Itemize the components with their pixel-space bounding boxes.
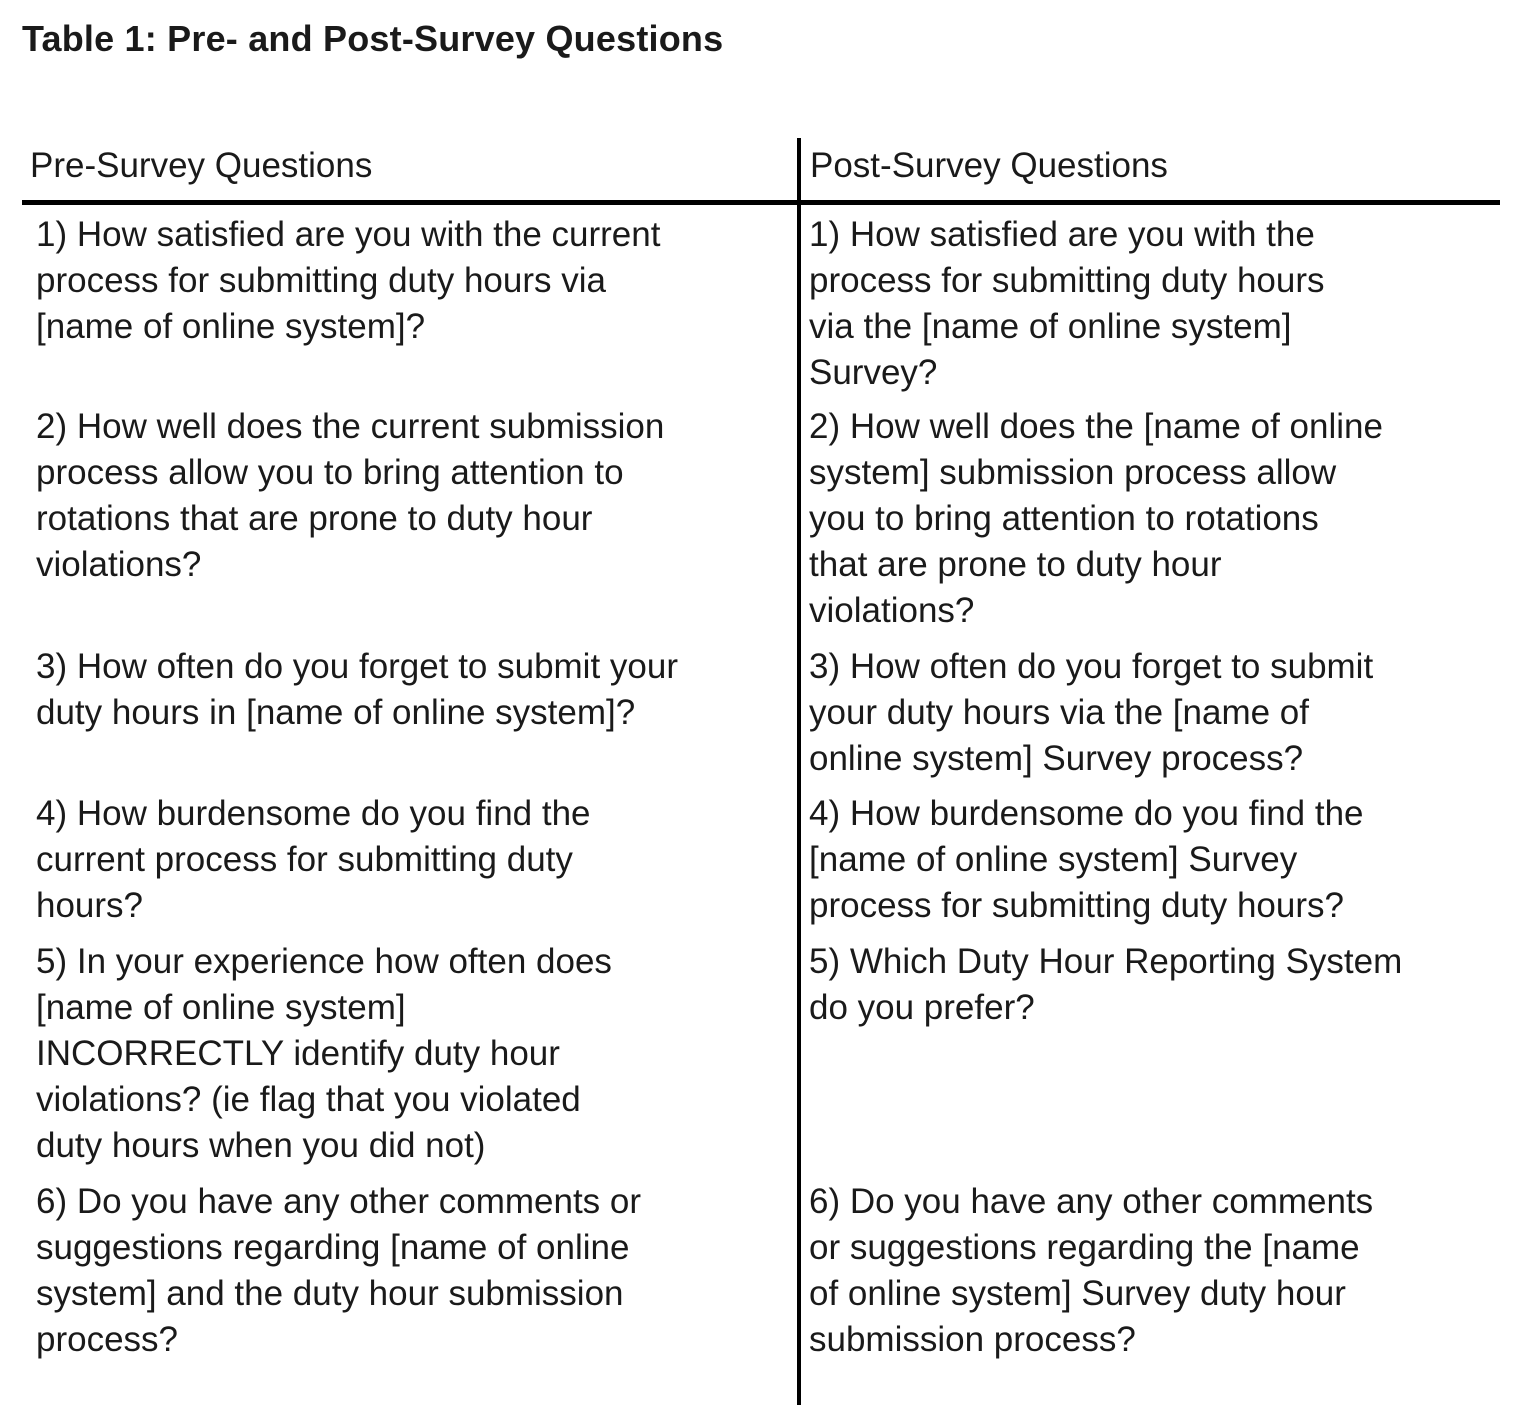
pre-survey-header: Pre-Survey Questions	[30, 146, 373, 185]
pre-question-1: 1) How satisfied are you with the current process for submitting duty hours via [name of online system]?	[36, 215, 661, 346]
pre-question-5: 5) In your experience how often does [name of online system] INCORRECTLY identify duty hour violations? (ie flag that you violated duty hours when you did not)	[36, 942, 612, 1165]
post-question-4: 4) How burdensome do you find the [name of online system] Survey process for submitting duty hours?	[809, 794, 1364, 925]
pre-question-4: 4) How burdensome do you find the current process for submitting duty hours?	[36, 794, 591, 925]
column-divider	[797, 138, 801, 1405]
post-question-2: 2) How well does the [name of online system] submission process allow you to bring attention to rotations that are prone to duty hour violations?	[809, 407, 1383, 630]
post-question-6: 6) Do you have any other comments or suggestions regarding the [name of online system] Survey duty hour submission process?	[809, 1182, 1374, 1359]
table-title: Table 1: Pre- and Post-Survey Questions	[22, 18, 724, 59]
post-question-5: 5) Which Duty Hour Reporting System do you prefer?	[809, 942, 1403, 1027]
post-question-3: 3) How often do you forget to submit your duty hours via the [name of online system] Survey process?	[809, 647, 1374, 778]
pre-question-3: 3) How often do you forget to submit your duty hours in [name of online system]?	[36, 647, 678, 732]
pre-question-6: 6) Do you have any other comments or suggestions regarding [name of online system] and the duty hour submission process?	[36, 1182, 642, 1359]
post-question-1: 1) How satisfied are you with the process for submitting duty hours via the [name of online system] Survey?	[809, 215, 1325, 392]
pre-question-2: 2) How well does the current submission process allow you to bring attention to rotations that are prone to duty hour violations?	[36, 407, 665, 584]
post-survey-header: Post-Survey Questions	[810, 146, 1168, 185]
header-divider	[22, 200, 1500, 205]
